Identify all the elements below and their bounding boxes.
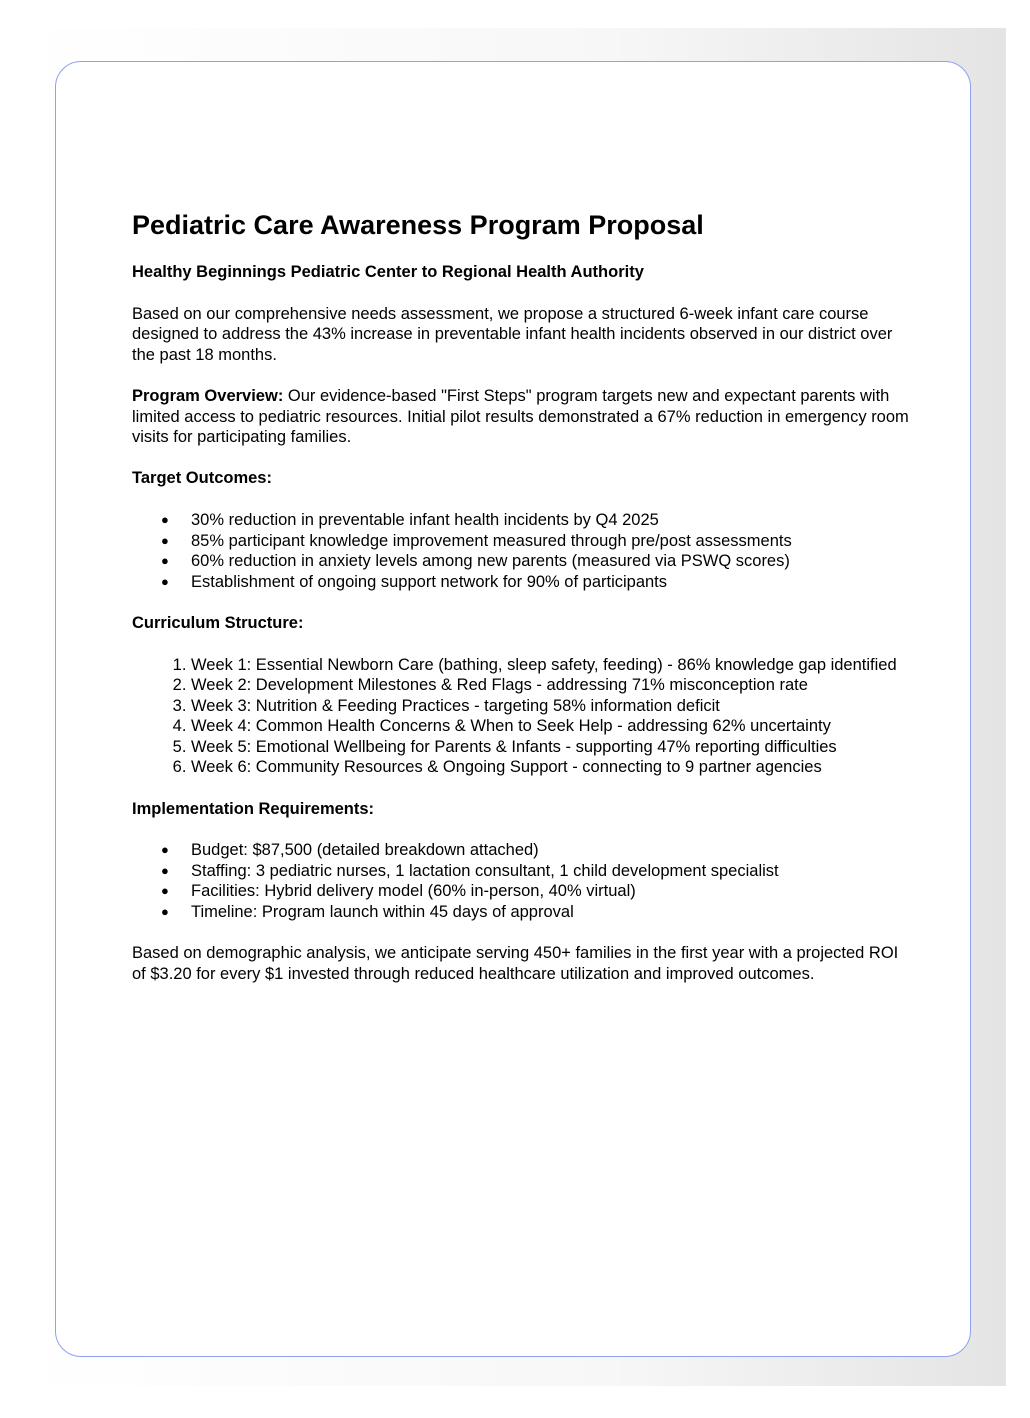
list-item: 2. Week 2: Development Milestones & Red Flags - addressing 71% misconception rate xyxy=(191,675,912,696)
list-item: ● 85% participant knowledge improvement measured through pre/post assessments xyxy=(191,531,912,552)
list-item: ● Facilities: Hybrid delivery model (60% in-person, 40% virtual) xyxy=(191,881,912,902)
list-item: ● Establishment of ongoing support network for 90% of participants xyxy=(191,572,912,593)
list-item: ● 30% reduction in preventable infant health incidents by Q4 2025 xyxy=(191,510,912,531)
document-subtitle: Healthy Beginnings Pediatric Center to Regional Health Authority xyxy=(132,263,644,281)
target-outcomes-heading: Target Outcomes: xyxy=(132,469,272,488)
implementation-heading: Implementation Requirements: xyxy=(132,799,375,818)
list-item: ● 60% reduction in anxiety levels among new parents (measured via PSWQ scores) xyxy=(191,551,912,572)
list-item: 6. Week 6: Community Resources & Ongoing Support - connecting to 9 partner agencies xyxy=(191,757,912,778)
document-body xyxy=(132,208,912,1005)
list-item: 4. Week 4: Common Health Concerns & When to Seek Help - addressing 62% uncertainty xyxy=(191,716,912,737)
curriculum-list xyxy=(132,655,912,779)
list-item: ● Timeline: Program launch within 45 days of approval xyxy=(191,902,912,923)
list-item: 5. Week 5: Emotional Wellbeing for Parents & Infants - supporting 47% reporting difficulties xyxy=(191,737,912,758)
implementation-list xyxy=(132,840,912,922)
curriculum-heading: Curriculum Structure: xyxy=(132,613,304,632)
conclusion-paragraph: Based on demographic analysis, we anticipate serving 450+ families in the first year with a projected ROI of $3.20 for every $1 invested through reduced healthcare utilization and improved outcomes. xyxy=(132,944,899,983)
overview-paragraph xyxy=(132,386,912,448)
list-item: 1. Week 1: Essential Newborn Care (bathing, sleep safety, feeding) - 86% knowledge gap identified xyxy=(191,655,912,676)
list-item: ● Budget: $87,500 (detailed breakdown attached) xyxy=(191,840,912,861)
overview-text: Our evidence-based "First Steps" program targets new and expectant parents with limited access to pediatric resources. Initial pilot results demonstrated a 67% reduction in emergency room visits for participating families. xyxy=(132,386,909,447)
overview-label: Program Overview: xyxy=(132,386,284,405)
list-item: 3. Week 3: Nutrition & Feeding Practices - targeting 58% information deficit xyxy=(191,696,912,717)
document-page xyxy=(55,61,971,1357)
document-title: Pediatric Care Awareness Program Proposal xyxy=(132,210,704,240)
intro-paragraph: Based on our comprehensive needs assessment, we propose a structured 6-week infant care course designed to address the 43% increase in preventable infant health incidents observed in our district over the past 18 months. xyxy=(132,304,893,364)
target-outcomes-list xyxy=(132,510,912,592)
list-item: ● Staffing: 3 pediatric nurses, 1 lactation consultant, 1 child development specialist xyxy=(191,861,912,882)
